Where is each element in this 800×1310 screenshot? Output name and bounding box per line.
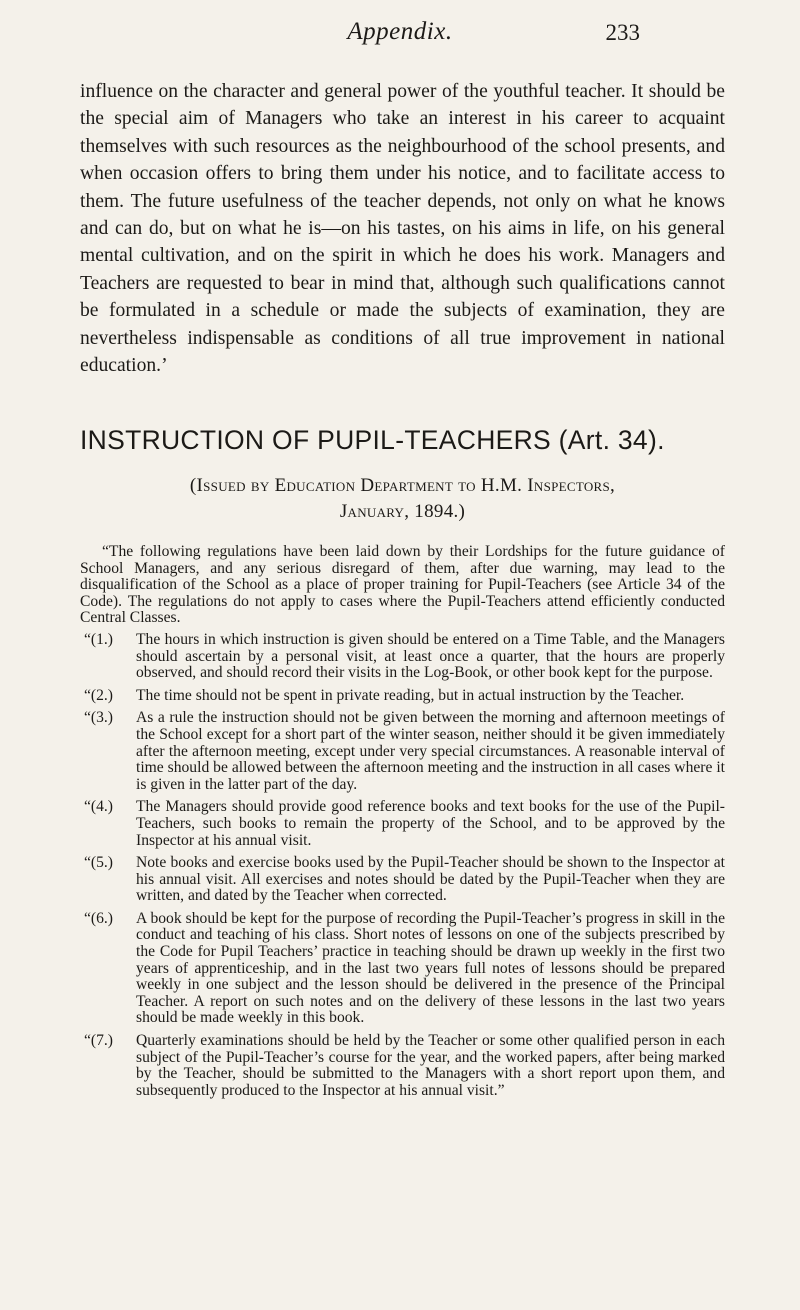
regulation-item: [80, 799, 725, 849]
item-text: Note books and exercise books used by the Pupil-Teacher should be shown to the Inspector at his annual visit. All exercises and notes should be dated by the Pupil-Teacher when they are written, and dated by the Teacher when corrected.: [136, 854, 725, 905]
regulation-item: [80, 688, 725, 705]
section-heading: INSTRUCTION OF PUPIL-TEACHERS (Art. 34).: [80, 425, 665, 455]
item-text: The Managers should provide good reference books and text books for the use of the Pupil-Teachers, such books to remain the property of the School, and to be approved by the Inspector at his annual visit.: [136, 798, 725, 849]
issued-date-line: January, 1894.): [339, 501, 466, 522]
item-number: “(7.): [84, 1032, 114, 1050]
regulations-body: [80, 544, 725, 1105]
item-number: “(6.): [84, 909, 114, 927]
issued-note: [80, 473, 725, 525]
item-number: “(4.): [84, 798, 114, 816]
running-head: Appendix.: [347, 18, 453, 45]
item-number: “(3.): [84, 709, 114, 727]
regulation-item: [80, 911, 725, 1027]
item-text: The time should not be spent in private reading, but in actual instruction by the Teacher.: [136, 686, 685, 704]
item-text: As a rule the instruction should not be given between the morning and afternoon meetings of the School except for a short part of the winter season, neither should it be given immediately after the afternoon meeting, except under very special circumstances. A reasonable interval of time should be allowed between the afternoon meeting and the instruction in all cases where it is given in the latter part of the day.: [136, 709, 725, 793]
item-text: The hours in which instruction is given should be entered on a Time Table, and the Managers should ascertain by a personal visit, at least once a quarter, that the hours are properly observed, and should record their visits in the Log-Book, or other book kept for the purpose.: [136, 630, 725, 682]
item-number: “(5.): [84, 854, 114, 872]
item-text: Quarterly examinations should be held by the Teacher or some other qualified person in each subject of the Pupil-Teacher’s course for the year, and the worked papers, after being marked by the Teacher, should be submitted to the Managers with a short report upon them, and subsequently produced to the Inspector at his annual visit.”: [136, 1032, 725, 1099]
item-number: “(1.): [84, 630, 114, 648]
item-number: “(2.): [84, 686, 114, 704]
regulation-item: [80, 710, 725, 793]
intro-paragraph: influence on the character and general power of the youthful teacher. It should be the special aim of Managers who take an interest in his career to acquaint themselves with such resources as the neighbourhood of the school presents, and when occasion offers to bring them under his notice, and to facilitate access to them. The future usefulness of the teacher depends, not only on what he knows and can do, but on what he is—on his tastes, on his aims in life, on his general mental cultivation, and on the spirit in which he does his work. Managers and Teachers are requested to bear in mind that, although such qualifications cannot be formulated in a schedule or made the subjects of examination, they are nevertheless indispensable as conditions of all true improvement in national education.’: [80, 81, 725, 377]
lead-paragraph: “The following regulations have been laid down by their Lordships for the future guidance of School Managers, and any serious disregard of them, after due warning, may lead to the disqualification of the School as a place of proper training for Pupil-Teachers (see Article 34 of the Code). The regulations do not apply to cases where the Pupil-Teachers attend efficiently conducted Central Classes.: [80, 543, 725, 627]
regulation-item: [80, 632, 725, 682]
issued-line: (Issued by Education Department to H.M. Inspectors,: [189, 475, 616, 496]
page-number: 233: [605, 20, 640, 45]
page-header: [0, 18, 800, 58]
regulation-item: [80, 855, 725, 905]
item-text: A book should be kept for the purpose of recording the Pupil-Teacher’s progress in skill in the conduct and teaching of his class. Short notes of lessons on one of the subjects prescribed by the Code for Pupil Teachers’ practice in teaching should be drawn up weekly in the first two years of apprenticeship, and in the last two years full notes of lessons should be prepared weekly in one subject and the lesson should be delivered in the presence of the Principal Teacher. A report on such notes and on the delivery of these lessons in the last two years should be made weekly in this book.: [136, 909, 725, 1027]
regulation-item: [80, 1033, 725, 1099]
